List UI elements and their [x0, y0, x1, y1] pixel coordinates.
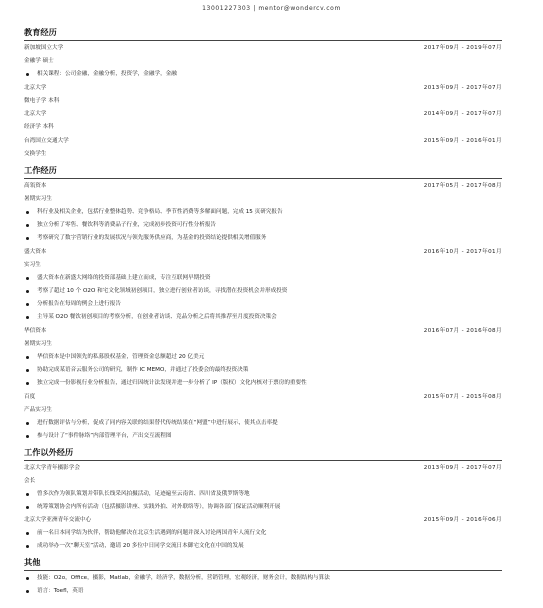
bullet-icon: [26, 577, 29, 580]
work-entry: [24, 395, 502, 404]
list-item: 参与设计了“事件脉络”内部管理平台，产出交互流程图: [24, 434, 502, 443]
job-title: 产品实习生: [24, 407, 52, 413]
degree-row: [24, 125, 502, 134]
bullet-icon: [26, 493, 29, 496]
section-divider: [24, 570, 502, 571]
work-entry: [24, 329, 502, 338]
company-name: 华信资本: [24, 328, 47, 334]
activity-role: 会长: [24, 478, 36, 484]
section-title-work: 工作经历: [24, 165, 57, 175]
list-item: 技能：O2o，Office，摄影，Matlab，金融学，经济学，数据分析，营销管理，宏观经济，财务会计，数据结构与算法: [24, 576, 502, 585]
bullet-icon: [26, 316, 29, 319]
bullet-icon: [26, 590, 29, 593]
bullet-icon: [26, 224, 29, 227]
list-item: 成功举办一次“聊天室”活动，邀请 20 多位中日同学交流日本御宅文化在中国的发展: [24, 544, 502, 553]
activity-entry: [24, 466, 502, 475]
date-range: 2013年09月 - 2017年07月: [423, 465, 502, 471]
degree: 微电子学 本科: [24, 98, 60, 104]
degree: 交换学生: [24, 151, 47, 157]
degree: 金融学 硕士: [24, 58, 54, 64]
education-entry: [24, 139, 502, 148]
list-item: 考察研究了数字营销行业的发展状况与领先服务供应商，为基金的投资结论提供相关增值服务: [24, 236, 502, 245]
list-item: 统筹策划协会内所有活动（包括摄影讲座、实践外拍、对外联络等），协调各部门保证活动顺利开展: [24, 505, 502, 514]
list-item: 曾多次作为领队策划并带队长线采风拍摄活动，足迹遍至云南省、四川省及俄罗斯等地: [24, 492, 502, 501]
school-name: 台湾国立交通大学: [24, 138, 69, 144]
job-title: 实习生: [24, 262, 41, 268]
list-item: 主导某 O2O 餐饮初创项目的考察分析，在创业者访谈、竞品分析之后将其推荐至月度投资决策会: [24, 315, 502, 324]
education-entry: [24, 46, 502, 55]
list-item: 协助完成某语音云服务公司的研究，制作 IC MEMO，并通过了投委会的最终投资决策: [24, 368, 502, 377]
list-item: 华信资本是中国领先的私募股权基金，管理资金总额超过 20 亿美元: [24, 355, 502, 364]
role-row: [24, 197, 502, 206]
bullet-icon: [26, 73, 29, 76]
school-name: 新加坡国立大学: [24, 45, 64, 51]
job-title: 暑期实习生: [24, 196, 52, 202]
bullet-icon: [26, 290, 29, 293]
education-entry: [24, 86, 502, 95]
list-item: 独立分析了零售、餐饮科等消费品子行业，完成初步投资可行性分析报告: [24, 223, 502, 232]
list-item: 进行数据评估与分析，促成了同内容关联的结果替代传统结果在“网盟”中进行展示，使其点击率提: [24, 421, 502, 430]
contact-info: 13001227303 | mentor@wondercv.com: [202, 5, 341, 12]
section-divider: [24, 178, 502, 179]
bullet-icon: [26, 211, 29, 214]
organization-name: 北京大学青年摄影学会: [24, 465, 80, 471]
date-range: 2017年05月 - 2017年08月: [423, 183, 502, 189]
bullet-icon: [26, 303, 29, 306]
bullet-icon: [26, 356, 29, 359]
date-range: 2014年09月 - 2017年07月: [423, 111, 502, 117]
school-name: 北京大学: [24, 85, 47, 91]
company-name: 盛大资本: [24, 249, 47, 255]
date-range: 2015年09月 - 2016年06月: [423, 517, 502, 523]
list-item: 科行业及相关企业，包括行业整体趋势、竞争格局、季节性消费等多解面问题，完成 15 页研究报告: [24, 210, 502, 219]
bullet-icon: [26, 237, 29, 240]
role-row: [24, 263, 502, 272]
activity-entry: [24, 518, 502, 527]
work-entry: [24, 250, 502, 259]
date-range: 2015年09月 - 2016年01月: [423, 138, 502, 144]
organization-name: 北京大学亚洲青年交流中心: [24, 517, 92, 523]
section-title-other: 其他: [24, 557, 41, 567]
bullet-icon: [26, 532, 29, 535]
job-title: 暑期实习生: [24, 341, 52, 347]
school-name: 北京大学: [24, 111, 47, 117]
list-item: 分析报告在每周的例会上进行报告: [24, 302, 502, 311]
date-range: 2017年09月 - 2019年07月: [423, 45, 502, 51]
list-item: 前一名日本同学结为伙伴，帮助他解决在北京生活遇到的问题并深入讨论两国青年人流行文化: [24, 531, 502, 540]
role-row: [24, 342, 502, 351]
degree-row: [24, 59, 502, 68]
work-entry: [24, 184, 502, 193]
company-name: 高瓴资本: [24, 183, 47, 189]
section-divider: [24, 460, 502, 461]
date-range: 2016年10月 - 2017年01月: [423, 249, 502, 255]
list-item: 语言：Toefl，英语: [24, 589, 502, 598]
bullet-icon: [26, 506, 29, 509]
list-item: 相关课程：公司金融，金融分析，投资学，金融学，金融: [24, 72, 502, 81]
bullet-icon: [26, 435, 29, 438]
date-range: 2013年09月 - 2017年07月: [423, 85, 502, 91]
list-item: 考察了超过 10 个 O2O 和宅文化领域初创项目，独立进行创业者访谈，寻找潜在投资机会并形成投资: [24, 289, 502, 298]
bullet-icon: [26, 277, 29, 280]
degree: 经济学 本科: [24, 124, 54, 130]
degree-row: [24, 152, 502, 161]
bullet-icon: [26, 369, 29, 372]
section-title-education: 教育经历: [24, 27, 57, 37]
date-range: 2015年07月 - 2015年08月: [423, 394, 502, 400]
education-entry: [24, 112, 502, 121]
list-item: 盛大资本在新盛大网络的投资部基础上建立而成，专注互联网早期投资: [24, 276, 502, 285]
role-row: [24, 479, 502, 488]
date-range: 2016年07月 - 2016年08月: [423, 328, 502, 334]
section-title-extracurricular: 工作以外经历: [24, 447, 74, 457]
role-row: [24, 408, 502, 417]
section-divider: [24, 40, 502, 41]
bullet-icon: [26, 545, 29, 548]
degree-row: [24, 99, 502, 108]
bullet-icon: [26, 382, 29, 385]
company-name: 百度: [24, 394, 36, 400]
bullet-icon: [26, 422, 29, 425]
list-item: 独立完成一份影视行业分析报告，通过归因统计法发现并进一步分析了 IP（版权）文化内核对于票房的重要性: [24, 381, 502, 390]
